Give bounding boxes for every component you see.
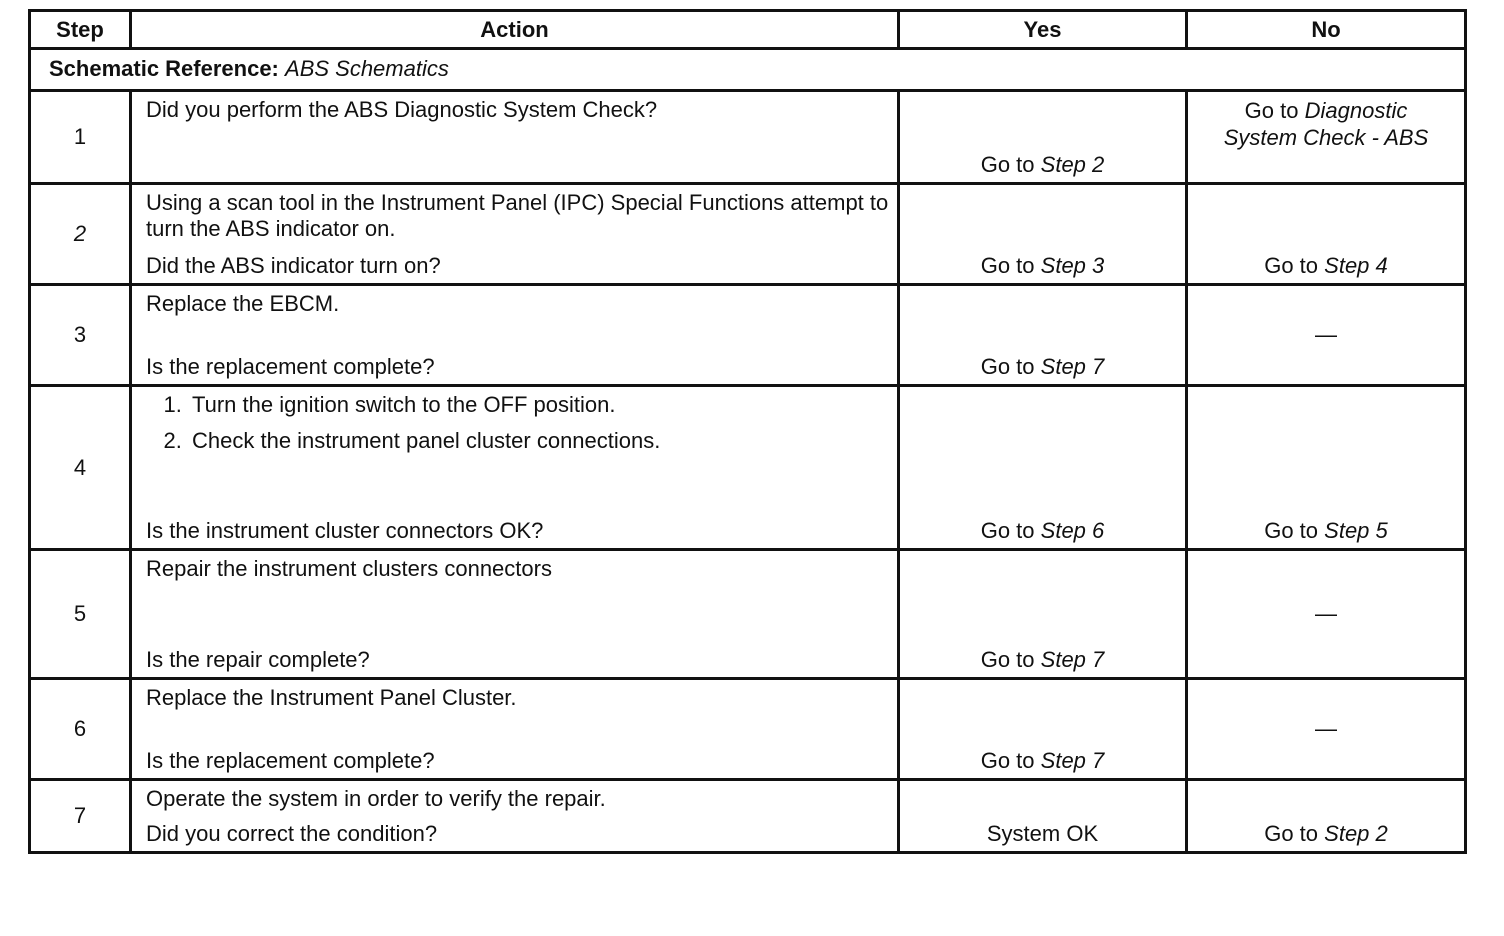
action-steps-list <box>132 392 889 454</box>
yes-cell <box>899 285 1187 386</box>
action-question: Is the replacement complete? <box>146 748 435 773</box>
schematic-value: ABS Schematics <box>285 56 449 81</box>
no-cell <box>1187 91 1466 184</box>
action-cell <box>131 780 899 853</box>
step-number: 6 <box>30 679 131 780</box>
goto-prefix: Go to <box>1264 253 1319 278</box>
yes-cell <box>899 91 1187 184</box>
action-question: Did you correct the condition? <box>146 821 438 846</box>
action-cell <box>131 386 899 550</box>
goto-prefix: Go to <box>980 748 1035 773</box>
step-number: 5 <box>30 550 131 679</box>
schematic-label: Schematic Reference: <box>49 56 279 81</box>
action-question: Is the repair complete? <box>146 647 370 672</box>
no-cell <box>1187 285 1466 386</box>
yes-cell <box>899 679 1187 780</box>
no-cell <box>1187 386 1466 550</box>
no-target-line2: System Check - ABS <box>1223 125 1429 150</box>
yes-cell <box>899 184 1187 285</box>
header-action: Action <box>131 11 899 49</box>
yes-cell <box>899 550 1187 679</box>
action-text: Using a scan tool in the Instrument Panel (IPC) Special Functions attempt to turn the ABS indicator on. <box>146 190 889 241</box>
table-row <box>30 780 1466 853</box>
step-number: 3 <box>30 285 131 386</box>
no-dash: — <box>1315 601 1337 626</box>
action-question: Is the instrument cluster connectors OK? <box>146 518 544 543</box>
yes-target: Step 7 <box>1040 748 1105 773</box>
action-cell <box>131 285 899 386</box>
goto-prefix: Go to <box>980 253 1035 278</box>
no-dash: — <box>1315 322 1337 347</box>
header-no: No <box>1187 11 1466 49</box>
goto-prefix: Go to <box>980 152 1035 177</box>
no-target: Step 5 <box>1324 518 1388 543</box>
no-target: Step 4 <box>1324 253 1388 278</box>
action-cell <box>131 91 899 184</box>
step-number: 7 <box>30 780 131 853</box>
action-text: Replace the Instrument Panel Cluster. <box>146 685 517 710</box>
no-target-line1: Diagnostic <box>1304 98 1408 123</box>
goto-prefix: Go to <box>1244 98 1299 123</box>
no-target: Step 2 <box>1324 821 1388 846</box>
action-text: Repair the instrument clusters connectors <box>146 556 552 581</box>
table-row <box>30 91 1466 184</box>
step-number: 4 <box>30 386 131 550</box>
yes-target: Step 7 <box>1040 647 1105 672</box>
no-cell <box>1187 184 1466 285</box>
action-cell <box>131 184 899 285</box>
yes-target: Step 7 <box>1040 354 1105 379</box>
action-text: Did you perform the ABS Diagnostic System Check? <box>146 97 658 122</box>
no-dash: — <box>1315 716 1337 741</box>
table-row <box>30 184 1466 285</box>
no-cell <box>1187 679 1466 780</box>
header-step: Step <box>30 11 131 49</box>
schematic-reference <box>30 49 1466 91</box>
schematic-reference-row <box>30 49 1466 91</box>
step-number: 2 <box>73 221 87 246</box>
yes-cell <box>899 780 1187 853</box>
table-row <box>30 386 1466 550</box>
action-question: Is the replacement complete? <box>146 354 435 379</box>
action-cell <box>131 679 899 780</box>
goto-prefix: Go to <box>980 518 1035 543</box>
yes-cell <box>899 386 1187 550</box>
no-cell <box>1187 780 1466 853</box>
step-number: 1 <box>30 91 131 184</box>
goto-prefix: Go to <box>980 354 1035 379</box>
table-row <box>30 679 1466 780</box>
no-cell <box>1187 550 1466 679</box>
table-row <box>30 550 1466 679</box>
list-item: 2. Check the instrument panel cluster connections. <box>188 428 889 454</box>
diagnostic-table <box>28 9 1467 854</box>
action-cell <box>131 550 899 679</box>
action-question: Did the ABS indicator turn on? <box>146 253 441 278</box>
header-row <box>30 11 1466 49</box>
header-yes: Yes <box>899 11 1187 49</box>
goto-prefix: Go to <box>1264 821 1319 846</box>
yes-target: Step 6 <box>1040 518 1105 543</box>
yes-target: Step 2 <box>1040 152 1105 177</box>
yes-target: Step 3 <box>1040 253 1105 278</box>
goto-prefix: Go to <box>1264 518 1319 543</box>
action-text: Replace the EBCM. <box>146 291 340 316</box>
yes-result: System OK <box>986 821 1099 846</box>
goto-prefix: Go to <box>980 647 1035 672</box>
action-text: Operate the system in order to verify the repair. <box>146 786 606 811</box>
list-item: 1. Turn the ignition switch to the OFF position. <box>188 392 889 418</box>
table-row <box>30 285 1466 386</box>
